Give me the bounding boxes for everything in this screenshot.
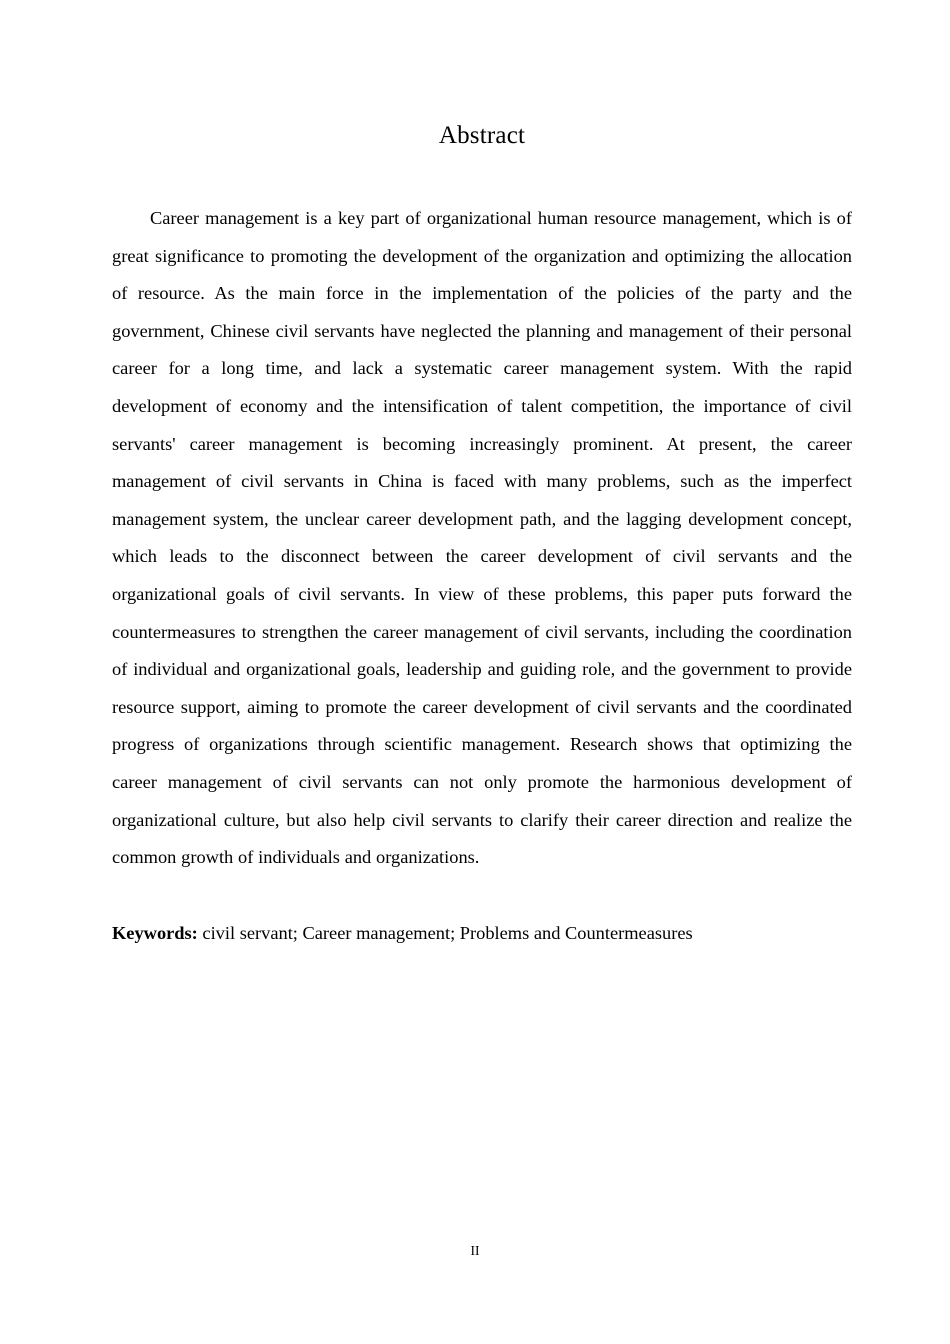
abstract-paragraph: Career management is a key part of organizational human resource management, which is of great significance to promoting the development of the organization and optimizing the allocation of resource. As the main force in the implementation of the policies of the party and the government, Chinese civil servants have neglected the planning and management of their personal career for a long time, and lack a systematic career management system. With the rapid development of economy and the intensification of talent competition, the importance of civil servants' career management is becoming increasingly prominent. At present, the career management of civil servants in China is faced with many problems, such as the imperfect management system, the unclear career development path, and the lagging development concept, which leads to the disconnect between the career development of civil servants and the organizational goals of civil servants. In view of these problems, this paper puts forward the countermeasures to strengthen the career management of civil servants, including the coordination of individual and organizational goals, leadership and guiding role, and the government to provide resource support, aiming to promote the career development of civil servants and the coordinated progress of organizations through scientific management. Research shows that optimizing the career management of civil servants can not only promote the harmonious development of organizational culture, but also help civil servants to clarify their career direction and realize the common growth of individuals and organizations. [112, 208, 852, 868]
page-number-footer: II [470, 1243, 480, 1258]
keywords-label: Keywords: [112, 922, 198, 943]
keywords-value: civil servant; Career management; Problems and Countermeasures [197, 922, 693, 943]
page-content [112, 0, 852, 952]
page-title: Abstract [438, 122, 526, 149]
keywords-line [112, 877, 852, 953]
